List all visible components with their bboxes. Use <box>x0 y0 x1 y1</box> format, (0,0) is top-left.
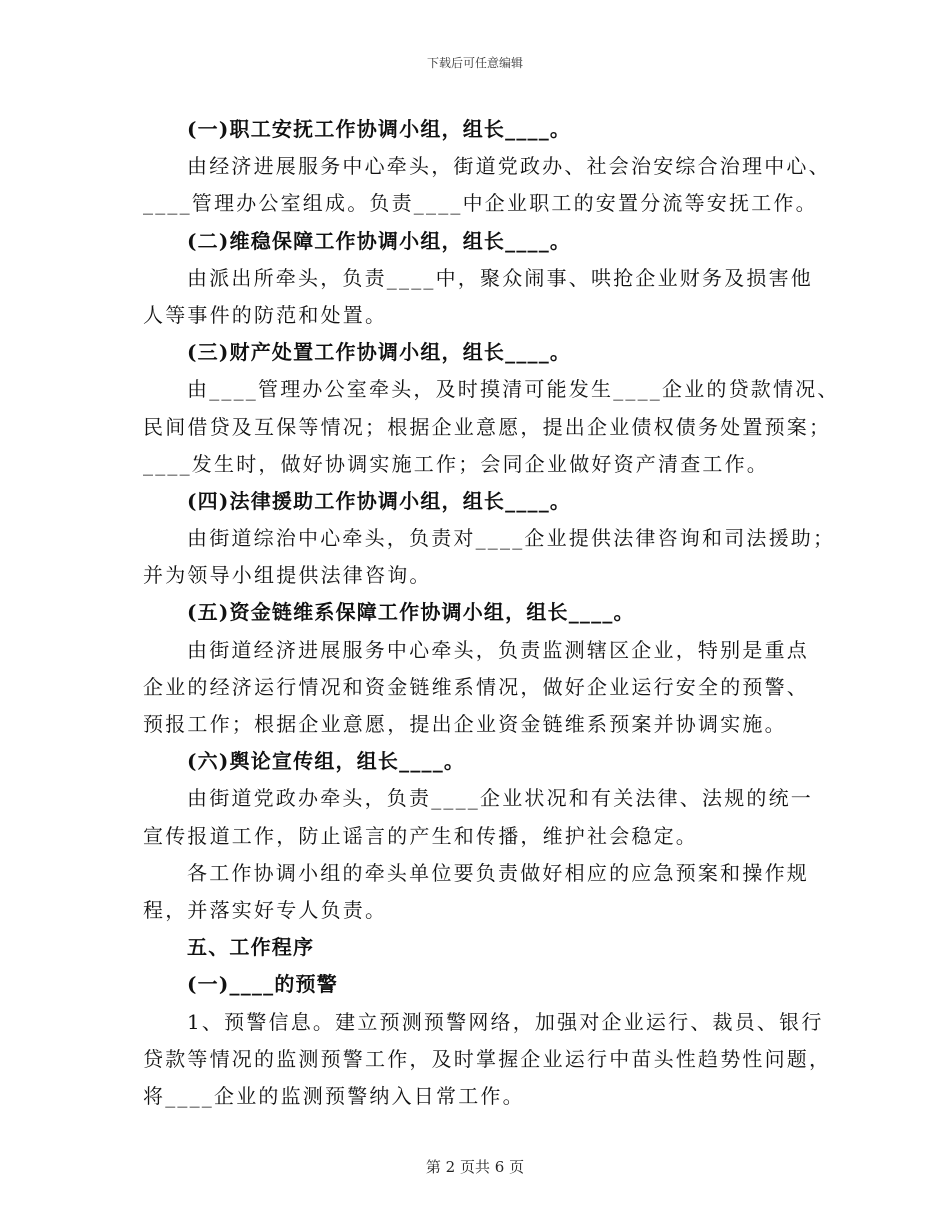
paragraph-line: 由____管理办公室牵头，及时摸清可能发生____企业的贷款情况、 <box>187 377 840 402</box>
section-heading-1: (一)职工安抚工作协调小组，组长____。 <box>187 117 572 141</box>
section-heading-6: (六)舆论宣传组，组长____。 <box>187 749 466 774</box>
paragraph-line: 并为领导小组提供法律咨询。 <box>143 563 432 588</box>
paragraph-line: 由经济进展服务中心牵头，街道党政办、社会治安综合治理中心、 <box>187 154 831 179</box>
paragraph-line: 由派出所牵头，负责____中，聚众闹事、哄抢企业财务及损害他 <box>187 265 813 290</box>
document-body <box>143 111 840 1115</box>
chapter-heading: 五、工作程序 <box>187 935 315 960</box>
paragraph-line: 贷款等情况的监测预警工作，及时掌握企业运行中苗头性趋势性问题， <box>143 1046 832 1071</box>
page-footer: 第 2 页共 6 页 <box>425 1158 525 1176</box>
section-heading-3: (三)财产处置工作协调小组，组长____。 <box>187 340 572 365</box>
paragraph-line: 将____企业的监测预警纳入日常工作。 <box>143 1083 525 1108</box>
paragraph-line: 程，并落实好专人负责。 <box>143 897 388 922</box>
paragraph-line: 各工作协调小组的牵头单位要负责做好相应的应急预案和操作规 <box>187 860 809 885</box>
paragraph-line: 由街道综治中心牵头，负责对____企业提供法律咨询和司法援助； <box>187 526 836 551</box>
section-heading-2: (二)维稳保障工作协调小组，组长____。 <box>187 228 572 253</box>
paragraph-line: 由街道经济进展服务中心牵头，负责监测辖区企业，特别是重点 <box>187 637 809 662</box>
paragraph-line: 1、预警信息。建立预测预警网络，加强对企业运行、裁员、银行 <box>187 1009 824 1034</box>
paragraph-line: 宣传报道工作，防止谣言的产生和传播，维护社会稳定。 <box>143 823 698 848</box>
paragraph-line: 预报工作；根据企业意愿，提出企业资金链维系预案并协调实施。 <box>143 712 787 736</box>
paragraph-line: 企业的经济运行情况和资金链维系情况，做好企业运行安全的预警、 <box>143 674 809 699</box>
paragraph-line: ____管理办公室组成。负责____中企业职工的安置分流等安抚工作。 <box>143 191 818 216</box>
section-heading-5: (五)资金链维系保障工作协调小组，组长____。 <box>187 600 635 625</box>
section-heading-4: (四)法律援助工作协调小组，组长____。 <box>187 488 572 513</box>
paragraph-line: 人等事件的防范和处置。 <box>143 302 388 327</box>
paragraph-line: ____发生时，做好协调实施工作；会同企业做好资产清查工作。 <box>143 451 769 476</box>
subsection-heading: (一)____的预警 <box>187 972 338 997</box>
page-header: 下载后可任意编辑 <box>426 56 523 70</box>
paragraph-line: 民间借贷及互保等情况；根据企业意愿，提出企业债权债务处置预案； <box>143 414 832 439</box>
paragraph-line: 由街道党政办牵头，负责____企业状况和有关法律、法规的统一 <box>187 786 813 811</box>
